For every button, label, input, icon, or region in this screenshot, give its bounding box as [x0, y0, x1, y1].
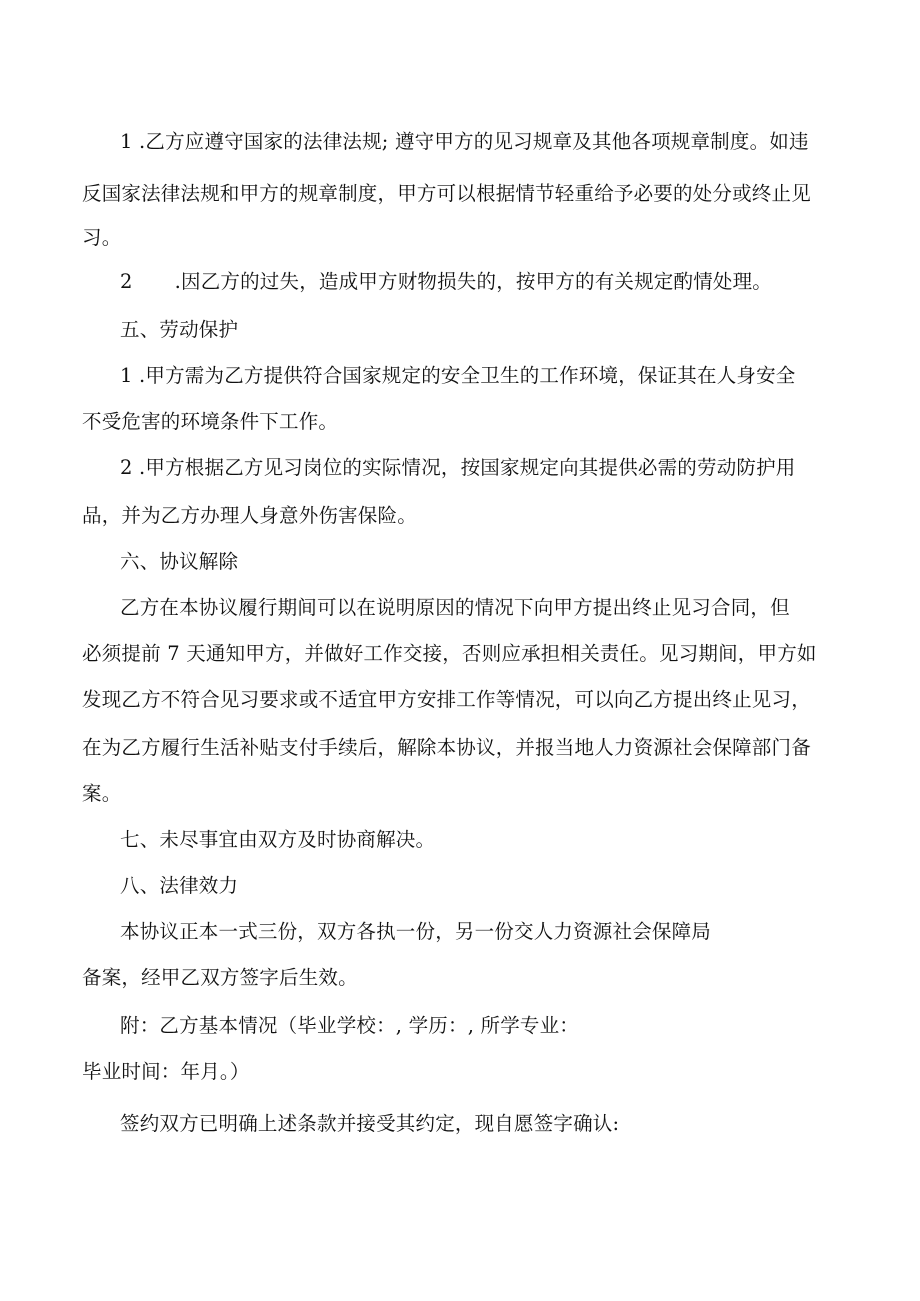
section7-heading: 七、未尽事宜由双方及时协商解决。	[120, 828, 436, 851]
section4-item1-line1: 1 .乙方应遵守国家的法律法规; 遵守甲方的见习规章及其他各项规章制度。如违	[120, 130, 809, 153]
section4-item2-text: .因乙方的过失，造成甲方财物损失的，按甲方的有关规定酌情处理。	[174, 270, 773, 293]
section5-heading: 五、劳动保护	[120, 318, 239, 341]
section6-paragraph-line5: 案。	[82, 782, 122, 805]
signature-confirmation: 签约双方已明确上述条款并接受其约定，现自愿签字确认:	[120, 1112, 620, 1135]
section4-item2-number: 2	[120, 270, 133, 293]
annex-line2: 毕业时间：年月。）	[82, 1060, 250, 1083]
section8-paragraph-line1: 本协议正本一式三份，双方各执一份，另一份交人力资源社会保障局	[120, 920, 712, 943]
section6-paragraph-line3: 发现乙方不符合见习要求或不适宜甲方安排工作等情况，可以向乙方提出终止见习，	[82, 688, 811, 711]
section8-paragraph-line2: 备案，经甲乙双方签字后生效。	[82, 966, 358, 989]
section6-paragraph-line2: 必须提前 7 天通知甲方，并做好工作交接，否则应承担相关责任。见习期间，甲方如	[82, 642, 817, 665]
section5-item2-line2: 品，并为乙方办理人身意外伤害保险。	[82, 504, 417, 527]
section5-item1-line2: 不受危害的环境条件下工作。	[82, 410, 339, 433]
section4-item2	[120, 270, 772, 294]
section4-item1-line2: 反国家法律法规和甲方的规章制度，甲方可以根据情节轻重给予必要的处分或终止见	[82, 182, 811, 205]
section6-heading: 六、协议解除	[120, 550, 239, 573]
section6-paragraph-line1: 乙方在本协议履行期间可以在说明原因的情况下向甲方提出终止见习合同，但	[120, 596, 790, 619]
section4-item1-line3: 习。	[82, 226, 122, 249]
section5-item1-line1: 1 .甲方需为乙方提供符合国家规定的安全卫生的工作环境，保证其在人身安全	[120, 364, 796, 387]
section8-heading: 八、法律效力	[120, 874, 239, 897]
section5-item2-line1: 2 .甲方根据乙方见习岗位的实际情况，按国家规定向其提供必需的劳动防护用	[120, 456, 796, 479]
section6-paragraph-line4: 在为乙方履行生活补贴支付手续后，解除本协议，并报当地人力资源社会保障部门备	[82, 736, 811, 759]
annex-line1: 附：乙方基本情况（毕业学校：, 学历：, 所学专业：	[120, 1014, 579, 1037]
